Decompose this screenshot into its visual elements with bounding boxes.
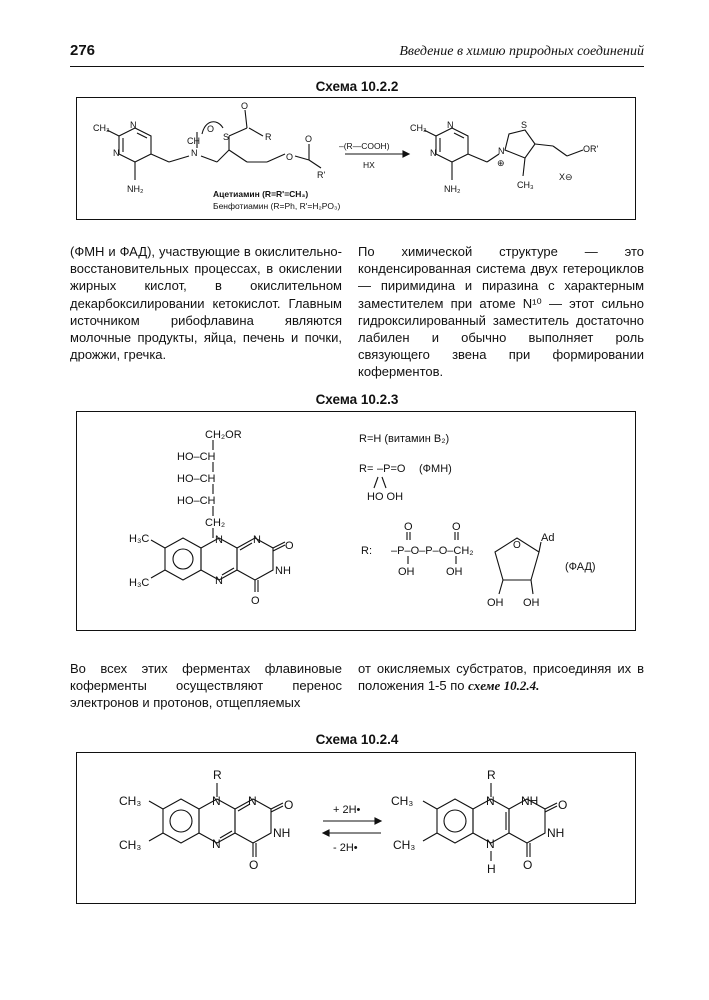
s3-right-r: R: [487, 768, 496, 782]
s2-o2: O: [251, 595, 260, 607]
s1-nh2-left: NH₂: [127, 184, 144, 194]
s2-chain-3: HO–CH: [177, 495, 216, 507]
s1-arrow-bottom: HX: [363, 160, 375, 170]
s3-right-n5: N: [486, 837, 495, 851]
scheme-10-2-2-title: Схема 10.2.2: [315, 79, 399, 94]
scheme-10-2-4-box: [76, 752, 636, 904]
s3-right-nh1: NH: [521, 794, 539, 808]
s2-h3c-top: H₃C: [129, 533, 150, 545]
s2-chain-2: HO–CH: [177, 473, 216, 485]
s1-caption-acetiamine: Ацетиамин (R=R'=CH₃): [213, 189, 309, 199]
s2-fad-ring-oh1: OH: [487, 597, 504, 609]
s2-fad-label: (ФАД): [565, 561, 596, 573]
s3-right-h: H: [487, 862, 496, 876]
scheme-ref-10-2-4: схеме 10.2.4.: [468, 678, 540, 694]
page-header: [70, 42, 644, 66]
s2-r-fmn-label: (ФМН): [419, 463, 452, 475]
text-col-right-1: [358, 243, 644, 381]
s3-left-o1: O: [284, 798, 294, 812]
paragraph-left-2: Во всех этих ферментах флавиновые коферменты осуществляют перенос электронов и протонов, отщепляемых: [70, 661, 342, 711]
s3-right-o2: O: [523, 858, 533, 872]
s1-nh2-right: NH₂: [444, 184, 461, 194]
s1-ch3-ring: CH₃: [517, 180, 534, 190]
s1-n-plus: N: [498, 146, 505, 156]
s3-left-r: R: [213, 768, 222, 782]
s2-fmn-oh: HO OH: [367, 491, 404, 503]
text-col-left-1: [70, 243, 342, 363]
s2-chain-4: CH₂: [205, 517, 226, 529]
s2-o1: O: [285, 540, 294, 552]
s1-caption-benfotiamine: Бенфотиамин (R=Ph, R'=H₂PO₃): [213, 201, 341, 211]
s2-r-fmn-group: –P=O: [377, 463, 406, 475]
s3-right-o1: O: [558, 798, 568, 812]
page-number: 276: [70, 42, 96, 59]
paragraph-left-1: (ФМН и ФАД), участвующие в окислительно-восстановительных процессах, в окислении жирных кислот, в окислительном декарбоксилировании кетокислот. Главным источником рибофлавина являются молочные продукты, яйца, печень и почки, дрожжи, гречка.: [70, 244, 342, 363]
scheme-10-2-4-figure: [77, 753, 637, 905]
paragraph-right-1: По химической структуре — это конденсированная система двух гетероциклов — пиримидина и пиразина с характерным заместителем при атоме N¹⁰ — этот сильно гидроксилированный заместитель достаточно лабилен и обычно выполняет роль связующего звена при формировании коферментов.: [358, 244, 644, 380]
paragraph-right-2-text: от окисляемых субстратов, присоединяя их в положения 1-5 по: [358, 661, 644, 694]
s2-fad-ad: Ad: [541, 532, 555, 544]
s1-x-minus: X⊖: [559, 172, 573, 182]
scheme-10-2-3-box: [76, 411, 636, 631]
scheme-10-2-3-title: Схема 10.2.3: [315, 392, 399, 407]
paragraph-right-2: [358, 660, 644, 694]
s2-r-b2: R=H (витамин B₂): [359, 433, 450, 445]
s1-or-prime: OR': [583, 144, 599, 154]
s1-n-ring-top: N: [130, 120, 137, 130]
s3-left-n10: N: [212, 794, 221, 808]
s2-fad-o2: O: [452, 521, 461, 533]
s2-h3c-bottom: H₃C: [129, 577, 150, 589]
s3-right-n10: N: [486, 794, 495, 808]
s3-left-ch3-a: CH₃: [119, 794, 142, 808]
s1-r: R: [265, 132, 272, 142]
s1-rprime: R': [317, 170, 326, 180]
s3-left-n5: N: [212, 837, 221, 851]
s2-fad-oh2: OH: [446, 566, 463, 578]
s2-n10: N: [215, 534, 223, 546]
s2-fad-ring-oh2: OH: [523, 597, 540, 609]
s1-arrow-top: –(R—COOH): [339, 141, 390, 151]
s1-ch: CH: [187, 136, 200, 146]
s3-left-nh: NH: [273, 826, 291, 840]
s2-n5: N: [215, 575, 223, 587]
s2-n1: N: [253, 534, 261, 546]
s3-right-ch3-a: CH₃: [391, 794, 414, 808]
scheme-10-2-2-figure: [77, 98, 637, 221]
s2-fad-ring-o: O: [513, 540, 521, 551]
s3-left-ch3-b: CH₃: [119, 838, 142, 852]
s3-arrow-bottom: - 2H•: [333, 842, 358, 854]
s1-n-ring-left: N: [113, 148, 120, 158]
s1-o1: O: [207, 124, 215, 134]
s2-fad-prefix: R:: [361, 545, 372, 557]
text-col-left-2: [70, 660, 342, 712]
s1-o2: O: [241, 101, 249, 111]
s1-n-right-left: N: [430, 148, 437, 158]
s2-fad-o1: O: [404, 521, 413, 533]
s3-right-nh2: NH: [547, 826, 565, 840]
scheme-10-2-2-box: [76, 97, 636, 220]
s3-left-o2: O: [249, 858, 259, 872]
s2-fad-chain: –P–O–P–O–CH₂: [391, 545, 474, 557]
text-col-right-2: [358, 660, 644, 694]
s3-right-ch3-b: CH₃: [393, 838, 416, 852]
s1-s: S: [223, 132, 230, 142]
s1-n-amine: N: [191, 148, 198, 158]
s2-chain-0: CH₂OR: [205, 429, 242, 441]
s1-o4: O: [305, 134, 313, 144]
s1-ch3-right: CH₃: [410, 123, 427, 133]
s3-arrow-top: + 2H•: [333, 804, 361, 816]
s3-left-n1: N: [248, 794, 257, 808]
s1-ch3-left: CH₃: [93, 123, 110, 133]
running-title: Введение в химию природных соединений: [399, 44, 644, 59]
header-rule: [70, 66, 644, 67]
scheme-10-2-3-figure: [77, 412, 637, 632]
s1-s-right: S: [521, 120, 528, 130]
s2-nh: NH: [275, 565, 291, 577]
s1-o3: O: [286, 152, 294, 162]
s1-plus-sign: ⊕: [497, 158, 505, 168]
s2-chain-1: HO–CH: [177, 451, 216, 463]
scheme-10-2-4-title: Схема 10.2.4: [315, 732, 399, 747]
s2-r-fmn-prefix: R=: [359, 463, 374, 475]
s2-fad-oh1: OH: [398, 566, 415, 578]
s1-n-right-top: N: [447, 120, 454, 130]
